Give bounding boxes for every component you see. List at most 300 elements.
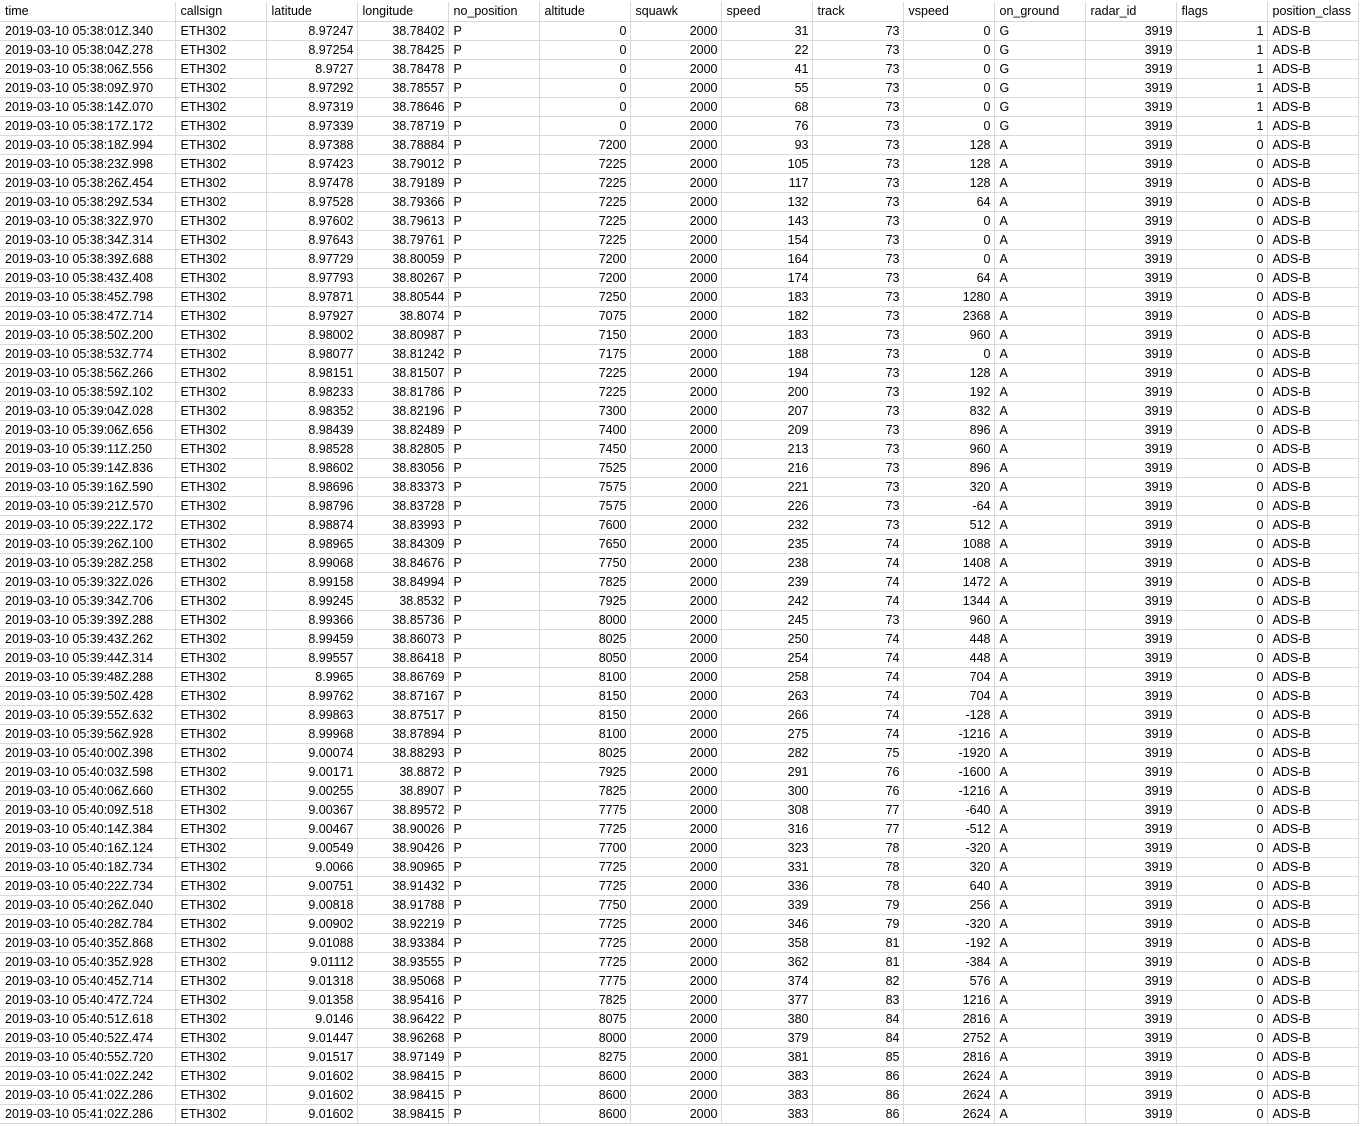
cell-radar-id[interactable]: 3919 [1085, 477, 1176, 496]
cell-no-position[interactable]: P [448, 629, 539, 648]
cell-radar-id[interactable]: 3919 [1085, 971, 1176, 990]
cell-vspeed[interactable]: 960 [903, 325, 994, 344]
cell-flags[interactable]: 0 [1176, 306, 1267, 325]
cell-flags[interactable]: 0 [1176, 135, 1267, 154]
cell-track[interactable]: 73 [812, 420, 903, 439]
cell-latitude[interactable]: 9.01112 [266, 952, 357, 971]
cell-on-ground[interactable]: A [994, 287, 1085, 306]
cell-time[interactable]: 2019-03-10 05:38:29Z.534 [0, 192, 175, 211]
cell-altitude[interactable]: 7775 [539, 971, 630, 990]
cell-radar-id[interactable]: 3919 [1085, 876, 1176, 895]
cell-vspeed[interactable]: -1600 [903, 762, 994, 781]
cell-radar-id[interactable]: 3919 [1085, 914, 1176, 933]
cell-longitude[interactable]: 38.84994 [357, 572, 448, 591]
cell-latitude[interactable]: 8.97254 [266, 40, 357, 59]
cell-speed[interactable]: 209 [721, 420, 812, 439]
cell-on-ground[interactable]: A [994, 534, 1085, 553]
cell-position-class[interactable]: ADS-B [1267, 401, 1358, 420]
cell-altitude[interactable]: 7775 [539, 800, 630, 819]
cell-latitude[interactable]: 9.00751 [266, 876, 357, 895]
cell-vspeed[interactable]: 320 [903, 477, 994, 496]
cell-latitude[interactable]: 8.97478 [266, 173, 357, 192]
cell-callsign[interactable]: ETH302 [175, 572, 266, 591]
cell-flags[interactable]: 0 [1176, 705, 1267, 724]
cell-callsign[interactable]: ETH302 [175, 249, 266, 268]
cell-speed[interactable]: 117 [721, 173, 812, 192]
cell-on-ground[interactable]: G [994, 78, 1085, 97]
cell-position-class[interactable]: ADS-B [1267, 572, 1358, 591]
cell-squawk[interactable]: 2000 [630, 572, 721, 591]
cell-flags[interactable]: 0 [1176, 1028, 1267, 1047]
cell-longitude[interactable]: 38.93555 [357, 952, 448, 971]
cell-no-position[interactable]: P [448, 1028, 539, 1047]
cell-position-class[interactable]: ADS-B [1267, 97, 1358, 116]
cell-vspeed[interactable]: 128 [903, 363, 994, 382]
cell-position-class[interactable]: ADS-B [1267, 287, 1358, 306]
cell-speed[interactable]: 242 [721, 591, 812, 610]
cell-altitude[interactable]: 7075 [539, 306, 630, 325]
cell-no-position[interactable]: P [448, 458, 539, 477]
cell-radar-id[interactable]: 3919 [1085, 1066, 1176, 1085]
cell-radar-id[interactable]: 3919 [1085, 439, 1176, 458]
cell-longitude[interactable]: 38.78478 [357, 59, 448, 78]
cell-squawk[interactable]: 2000 [630, 667, 721, 686]
cell-no-position[interactable]: P [448, 610, 539, 629]
cell-squawk[interactable]: 2000 [630, 439, 721, 458]
cell-position-class[interactable]: ADS-B [1267, 496, 1358, 515]
cell-vspeed[interactable]: 192 [903, 382, 994, 401]
cell-vspeed[interactable]: 832 [903, 401, 994, 420]
cell-callsign[interactable]: ETH302 [175, 648, 266, 667]
cell-altitude[interactable]: 7725 [539, 819, 630, 838]
column-header-vspeed[interactable]: vspeed [903, 2, 994, 21]
cell-no-position[interactable]: P [448, 800, 539, 819]
cell-speed[interactable]: 316 [721, 819, 812, 838]
cell-time[interactable]: 2019-03-10 05:40:16Z.124 [0, 838, 175, 857]
cell-altitude[interactable]: 0 [539, 40, 630, 59]
cell-callsign[interactable]: ETH302 [175, 971, 266, 990]
cell-latitude[interactable]: 9.01318 [266, 971, 357, 990]
cell-on-ground[interactable]: A [994, 648, 1085, 667]
cell-on-ground[interactable]: A [994, 439, 1085, 458]
cell-latitude[interactable]: 8.98352 [266, 401, 357, 420]
cell-time[interactable]: 2019-03-10 05:38:14Z.070 [0, 97, 175, 116]
cell-latitude[interactable]: 9.00549 [266, 838, 357, 857]
cell-position-class[interactable]: ADS-B [1267, 762, 1358, 781]
cell-on-ground[interactable]: A [994, 857, 1085, 876]
cell-on-ground[interactable]: A [994, 173, 1085, 192]
cell-radar-id[interactable]: 3919 [1085, 173, 1176, 192]
cell-no-position[interactable]: P [448, 116, 539, 135]
cell-track[interactable]: 74 [812, 534, 903, 553]
cell-latitude[interactable]: 8.98796 [266, 496, 357, 515]
cell-time[interactable]: 2019-03-10 05:39:22Z.172 [0, 515, 175, 534]
cell-flags[interactable]: 0 [1176, 648, 1267, 667]
cell-speed[interactable]: 362 [721, 952, 812, 971]
cell-latitude[interactable]: 9.01517 [266, 1047, 357, 1066]
cell-no-position[interactable]: P [448, 477, 539, 496]
cell-longitude[interactable]: 38.82805 [357, 439, 448, 458]
cell-radar-id[interactable]: 3919 [1085, 800, 1176, 819]
cell-latitude[interactable]: 8.98077 [266, 344, 357, 363]
cell-no-position[interactable]: P [448, 971, 539, 990]
cell-radar-id[interactable]: 3919 [1085, 363, 1176, 382]
cell-time[interactable]: 2019-03-10 05:40:22Z.734 [0, 876, 175, 895]
cell-vspeed[interactable]: -384 [903, 952, 994, 971]
cell-latitude[interactable]: 9.0066 [266, 857, 357, 876]
cell-latitude[interactable]: 8.99245 [266, 591, 357, 610]
cell-callsign[interactable]: ETH302 [175, 762, 266, 781]
cell-on-ground[interactable]: A [994, 800, 1085, 819]
column-header-speed[interactable]: speed [721, 2, 812, 21]
cell-flags[interactable]: 0 [1176, 781, 1267, 800]
cell-squawk[interactable]: 2000 [630, 553, 721, 572]
cell-altitude[interactable]: 7175 [539, 344, 630, 363]
cell-track[interactable]: 86 [812, 1066, 903, 1085]
cell-no-position[interactable]: P [448, 762, 539, 781]
cell-altitude[interactable]: 8150 [539, 705, 630, 724]
cell-time[interactable]: 2019-03-10 05:38:23Z.998 [0, 154, 175, 173]
cell-position-class[interactable]: ADS-B [1267, 458, 1358, 477]
cell-position-class[interactable]: ADS-B [1267, 135, 1358, 154]
cell-flags[interactable]: 0 [1176, 952, 1267, 971]
cell-flags[interactable]: 0 [1176, 800, 1267, 819]
cell-track[interactable]: 77 [812, 800, 903, 819]
cell-time[interactable]: 2019-03-10 05:40:06Z.660 [0, 781, 175, 800]
cell-latitude[interactable]: 8.97423 [266, 154, 357, 173]
cell-vspeed[interactable]: 0 [903, 249, 994, 268]
cell-longitude[interactable]: 38.83993 [357, 515, 448, 534]
cell-squawk[interactable]: 2000 [630, 192, 721, 211]
cell-longitude[interactable]: 38.98415 [357, 1085, 448, 1104]
cell-no-position[interactable]: P [448, 173, 539, 192]
cell-latitude[interactable]: 8.97528 [266, 192, 357, 211]
cell-on-ground[interactable]: G [994, 116, 1085, 135]
cell-no-position[interactable]: P [448, 743, 539, 762]
cell-callsign[interactable]: ETH302 [175, 135, 266, 154]
cell-track[interactable]: 74 [812, 667, 903, 686]
cell-on-ground[interactable]: A [994, 1104, 1085, 1123]
cell-callsign[interactable]: ETH302 [175, 629, 266, 648]
cell-track[interactable]: 77 [812, 819, 903, 838]
cell-speed[interactable]: 245 [721, 610, 812, 629]
cell-track[interactable]: 73 [812, 97, 903, 116]
cell-callsign[interactable]: ETH302 [175, 21, 266, 40]
cell-position-class[interactable]: ADS-B [1267, 1104, 1358, 1123]
cell-vspeed[interactable]: 0 [903, 97, 994, 116]
cell-callsign[interactable]: ETH302 [175, 914, 266, 933]
cell-no-position[interactable]: P [448, 325, 539, 344]
cell-radar-id[interactable]: 3919 [1085, 1047, 1176, 1066]
cell-track[interactable]: 76 [812, 762, 903, 781]
cell-on-ground[interactable]: A [994, 572, 1085, 591]
cell-callsign[interactable]: ETH302 [175, 1009, 266, 1028]
cell-flags[interactable]: 0 [1176, 154, 1267, 173]
cell-position-class[interactable]: ADS-B [1267, 59, 1358, 78]
cell-time[interactable]: 2019-03-10 05:39:34Z.706 [0, 591, 175, 610]
cell-time[interactable]: 2019-03-10 05:39:14Z.836 [0, 458, 175, 477]
cell-speed[interactable]: 132 [721, 192, 812, 211]
cell-speed[interactable]: 41 [721, 59, 812, 78]
cell-on-ground[interactable]: A [994, 819, 1085, 838]
cell-radar-id[interactable]: 3919 [1085, 553, 1176, 572]
cell-no-position[interactable]: P [448, 724, 539, 743]
cell-longitude[interactable]: 38.83373 [357, 477, 448, 496]
cell-time[interactable]: 2019-03-10 05:38:59Z.102 [0, 382, 175, 401]
cell-time[interactable]: 2019-03-10 05:38:04Z.278 [0, 40, 175, 59]
cell-no-position[interactable]: P [448, 496, 539, 515]
cell-altitude[interactable]: 0 [539, 97, 630, 116]
cell-position-class[interactable]: ADS-B [1267, 325, 1358, 344]
cell-on-ground[interactable]: A [994, 667, 1085, 686]
cell-callsign[interactable]: ETH302 [175, 933, 266, 952]
cell-longitude[interactable]: 38.90965 [357, 857, 448, 876]
cell-on-ground[interactable]: A [994, 135, 1085, 154]
cell-time[interactable]: 2019-03-10 05:38:43Z.408 [0, 268, 175, 287]
cell-longitude[interactable]: 38.79366 [357, 192, 448, 211]
cell-flags[interactable]: 0 [1176, 1085, 1267, 1104]
cell-track[interactable]: 85 [812, 1047, 903, 1066]
cell-flags[interactable]: 0 [1176, 192, 1267, 211]
cell-speed[interactable]: 336 [721, 876, 812, 895]
cell-position-class[interactable]: ADS-B [1267, 78, 1358, 97]
cell-speed[interactable]: 331 [721, 857, 812, 876]
cell-on-ground[interactable]: A [994, 211, 1085, 230]
cell-position-class[interactable]: ADS-B [1267, 667, 1358, 686]
cell-altitude[interactable]: 7400 [539, 420, 630, 439]
cell-latitude[interactable]: 9.01088 [266, 933, 357, 952]
cell-altitude[interactable]: 7250 [539, 287, 630, 306]
cell-flags[interactable]: 0 [1176, 591, 1267, 610]
cell-squawk[interactable]: 2000 [630, 458, 721, 477]
cell-position-class[interactable]: ADS-B [1267, 382, 1358, 401]
cell-speed[interactable]: 266 [721, 705, 812, 724]
cell-speed[interactable]: 216 [721, 458, 812, 477]
cell-squawk[interactable]: 2000 [630, 648, 721, 667]
cell-time[interactable]: 2019-03-10 05:39:28Z.258 [0, 553, 175, 572]
cell-altitude[interactable]: 8000 [539, 1028, 630, 1047]
cell-track[interactable]: 76 [812, 781, 903, 800]
cell-vspeed[interactable]: 896 [903, 420, 994, 439]
cell-track[interactable]: 78 [812, 857, 903, 876]
cell-vspeed[interactable]: -128 [903, 705, 994, 724]
cell-flags[interactable]: 0 [1176, 344, 1267, 363]
cell-callsign[interactable]: ETH302 [175, 705, 266, 724]
cell-track[interactable]: 79 [812, 914, 903, 933]
cell-flags[interactable]: 0 [1176, 572, 1267, 591]
cell-longitude[interactable]: 38.96422 [357, 1009, 448, 1028]
cell-squawk[interactable]: 2000 [630, 325, 721, 344]
cell-radar-id[interactable]: 3919 [1085, 857, 1176, 876]
cell-callsign[interactable]: ETH302 [175, 268, 266, 287]
cell-time[interactable]: 2019-03-10 05:40:18Z.734 [0, 857, 175, 876]
cell-track[interactable]: 73 [812, 230, 903, 249]
cell-vspeed[interactable]: 1408 [903, 553, 994, 572]
cell-no-position[interactable]: P [448, 914, 539, 933]
cell-squawk[interactable]: 2000 [630, 1028, 721, 1047]
cell-no-position[interactable]: P [448, 515, 539, 534]
cell-time[interactable]: 2019-03-10 05:40:28Z.784 [0, 914, 175, 933]
cell-vspeed[interactable]: 64 [903, 192, 994, 211]
cell-time[interactable]: 2019-03-10 05:40:00Z.398 [0, 743, 175, 762]
cell-callsign[interactable]: ETH302 [175, 591, 266, 610]
cell-squawk[interactable]: 2000 [630, 78, 721, 97]
cell-flags[interactable]: 0 [1176, 534, 1267, 553]
cell-on-ground[interactable]: A [994, 458, 1085, 477]
cell-longitude[interactable]: 38.83056 [357, 458, 448, 477]
cell-callsign[interactable]: ETH302 [175, 154, 266, 173]
cell-squawk[interactable]: 2000 [630, 496, 721, 515]
cell-altitude[interactable]: 7825 [539, 572, 630, 591]
cell-no-position[interactable]: P [448, 249, 539, 268]
cell-longitude[interactable]: 38.90026 [357, 819, 448, 838]
cell-squawk[interactable]: 2000 [630, 971, 721, 990]
cell-track[interactable]: 74 [812, 591, 903, 610]
cell-position-class[interactable]: ADS-B [1267, 1028, 1358, 1047]
cell-no-position[interactable]: P [448, 648, 539, 667]
cell-no-position[interactable]: P [448, 230, 539, 249]
cell-altitude[interactable]: 0 [539, 59, 630, 78]
cell-time[interactable]: 2019-03-10 05:38:53Z.774 [0, 344, 175, 363]
cell-latitude[interactable]: 9.01602 [266, 1104, 357, 1123]
cell-altitude[interactable]: 7300 [539, 401, 630, 420]
cell-time[interactable]: 2019-03-10 05:38:47Z.714 [0, 306, 175, 325]
cell-squawk[interactable]: 2000 [630, 952, 721, 971]
cell-no-position[interactable]: P [448, 686, 539, 705]
column-header-no-position[interactable]: no_position [448, 2, 539, 21]
cell-latitude[interactable]: 8.99158 [266, 572, 357, 591]
cell-speed[interactable]: 383 [721, 1085, 812, 1104]
cell-latitude[interactable]: 8.98151 [266, 363, 357, 382]
cell-vspeed[interactable]: 896 [903, 458, 994, 477]
cell-altitude[interactable]: 7225 [539, 230, 630, 249]
cell-altitude[interactable]: 8150 [539, 686, 630, 705]
cell-track[interactable]: 86 [812, 1085, 903, 1104]
cell-altitude[interactable]: 8600 [539, 1066, 630, 1085]
cell-radar-id[interactable]: 3919 [1085, 154, 1176, 173]
cell-callsign[interactable]: ETH302 [175, 553, 266, 572]
cell-squawk[interactable]: 2000 [630, 933, 721, 952]
cell-latitude[interactable]: 8.99762 [266, 686, 357, 705]
cell-radar-id[interactable]: 3919 [1085, 306, 1176, 325]
cell-time[interactable]: 2019-03-10 05:39:21Z.570 [0, 496, 175, 515]
cell-track[interactable]: 73 [812, 496, 903, 515]
cell-callsign[interactable]: ETH302 [175, 363, 266, 382]
cell-longitude[interactable]: 38.88293 [357, 743, 448, 762]
cell-time[interactable]: 2019-03-10 05:38:32Z.970 [0, 211, 175, 230]
cell-vspeed[interactable]: 0 [903, 21, 994, 40]
cell-vspeed[interactable]: -320 [903, 914, 994, 933]
cell-latitude[interactable]: 8.9727 [266, 59, 357, 78]
cell-on-ground[interactable]: A [994, 1047, 1085, 1066]
cell-altitude[interactable]: 7200 [539, 135, 630, 154]
cell-flags[interactable]: 0 [1176, 420, 1267, 439]
cell-speed[interactable]: 68 [721, 97, 812, 116]
cell-longitude[interactable]: 38.79613 [357, 211, 448, 230]
cell-squawk[interactable]: 2000 [630, 344, 721, 363]
cell-track[interactable]: 73 [812, 78, 903, 97]
cell-callsign[interactable]: ETH302 [175, 895, 266, 914]
cell-latitude[interactable]: 8.97871 [266, 287, 357, 306]
cell-squawk[interactable]: 2000 [630, 249, 721, 268]
cell-on-ground[interactable]: A [994, 496, 1085, 515]
cell-latitude[interactable]: 8.97927 [266, 306, 357, 325]
cell-speed[interactable]: 379 [721, 1028, 812, 1047]
cell-squawk[interactable]: 2000 [630, 591, 721, 610]
cell-on-ground[interactable]: A [994, 344, 1085, 363]
column-header-on-ground[interactable]: on_ground [994, 2, 1085, 21]
cell-radar-id[interactable]: 3919 [1085, 705, 1176, 724]
cell-longitude[interactable]: 38.87517 [357, 705, 448, 724]
cell-track[interactable]: 74 [812, 724, 903, 743]
cell-callsign[interactable]: ETH302 [175, 1028, 266, 1047]
cell-track[interactable]: 73 [812, 249, 903, 268]
cell-speed[interactable]: 182 [721, 306, 812, 325]
cell-track[interactable]: 73 [812, 211, 903, 230]
cell-speed[interactable]: 188 [721, 344, 812, 363]
cell-no-position[interactable]: P [448, 667, 539, 686]
cell-time[interactable]: 2019-03-10 05:41:02Z.286 [0, 1104, 175, 1123]
cell-on-ground[interactable]: A [994, 1028, 1085, 1047]
cell-altitude[interactable]: 7200 [539, 268, 630, 287]
cell-no-position[interactable]: P [448, 287, 539, 306]
cell-flags[interactable]: 0 [1176, 325, 1267, 344]
cell-altitude[interactable]: 7225 [539, 211, 630, 230]
cell-track[interactable]: 81 [812, 952, 903, 971]
cell-longitude[interactable]: 38.81507 [357, 363, 448, 382]
cell-track[interactable]: 74 [812, 648, 903, 667]
cell-squawk[interactable]: 2000 [630, 705, 721, 724]
cell-vspeed[interactable]: 0 [903, 344, 994, 363]
cell-callsign[interactable]: ETH302 [175, 97, 266, 116]
cell-flags[interactable]: 1 [1176, 21, 1267, 40]
cell-position-class[interactable]: ADS-B [1267, 363, 1358, 382]
cell-vspeed[interactable]: 640 [903, 876, 994, 895]
cell-speed[interactable]: 239 [721, 572, 812, 591]
cell-flags[interactable]: 0 [1176, 990, 1267, 1009]
cell-latitude[interactable]: 8.97319 [266, 97, 357, 116]
cell-latitude[interactable]: 8.97339 [266, 116, 357, 135]
cell-callsign[interactable]: ETH302 [175, 1047, 266, 1066]
cell-speed[interactable]: 154 [721, 230, 812, 249]
cell-vspeed[interactable]: 960 [903, 610, 994, 629]
cell-radar-id[interactable]: 3919 [1085, 781, 1176, 800]
cell-squawk[interactable]: 2000 [630, 724, 721, 743]
cell-callsign[interactable]: ETH302 [175, 496, 266, 515]
cell-on-ground[interactable]: A [994, 401, 1085, 420]
cell-position-class[interactable]: ADS-B [1267, 857, 1358, 876]
cell-time[interactable]: 2019-03-10 05:41:02Z.286 [0, 1085, 175, 1104]
cell-time[interactable]: 2019-03-10 05:41:02Z.242 [0, 1066, 175, 1085]
cell-callsign[interactable]: ETH302 [175, 401, 266, 420]
cell-squawk[interactable]: 2000 [630, 154, 721, 173]
cell-longitude[interactable]: 38.86418 [357, 648, 448, 667]
cell-position-class[interactable]: ADS-B [1267, 781, 1358, 800]
cell-no-position[interactable]: P [448, 21, 539, 40]
cell-altitude[interactable]: 7700 [539, 838, 630, 857]
cell-latitude[interactable]: 9.01358 [266, 990, 357, 1009]
cell-speed[interactable]: 213 [721, 439, 812, 458]
cell-latitude[interactable]: 8.98965 [266, 534, 357, 553]
cell-time[interactable]: 2019-03-10 05:38:01Z.340 [0, 21, 175, 40]
cell-latitude[interactable]: 8.97292 [266, 78, 357, 97]
cell-latitude[interactable]: 8.98874 [266, 515, 357, 534]
cell-flags[interactable]: 1 [1176, 97, 1267, 116]
cell-latitude[interactable]: 9.00171 [266, 762, 357, 781]
cell-speed[interactable]: 164 [721, 249, 812, 268]
cell-longitude[interactable]: 38.98415 [357, 1104, 448, 1123]
cell-vspeed[interactable]: 0 [903, 116, 994, 135]
